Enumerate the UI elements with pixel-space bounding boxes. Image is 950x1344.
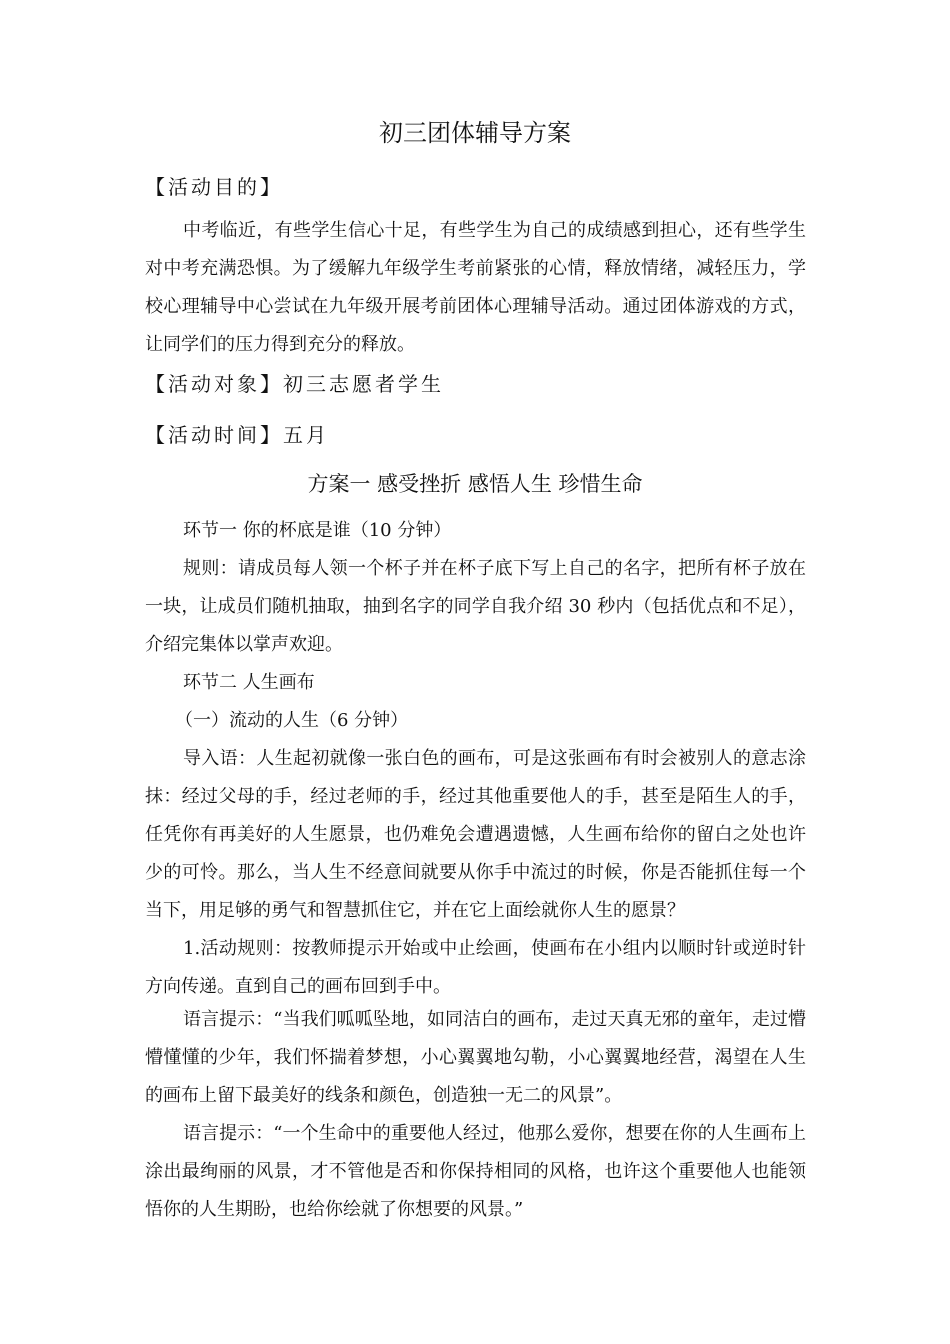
intro-paragraph: 导入语：人生起初就像一张白色的画布，可是这张画布有时会被别人的意志涂抹：经过父母的手，经过老师的手，经过其他重要他人的手，甚至是陌生人的手，任凭你有再美好的人生愿景，也仍难免会遭遇遗憾，人生画布给你的留白之处也许少的可怜。那么，当人生不经意间就要从你手中流过的时候，你是否能抓住每一个当下，用足够的勇气和智慧抓住它，并在它上面绘就你人生的愿景？	[145, 748, 806, 921]
step1-heading: 环节一 你的杯底是谁（10 分钟）	[183, 520, 452, 541]
plan-title: 方案一 感受挫折 感悟人生 珍惜生命	[307, 472, 643, 496]
step2-subheading: （一）流动的人生（6 分钟）	[175, 710, 409, 731]
prompt1-paragraph: 语言提示：“当我们呱呱坠地，如同洁白的画布，走过天真无邪的童年，走过懵懵懂懂的少年，我们怀揣着梦想，小心翼翼地勾勒，小心翼翼地经营，渴望在人生的画布上留下最美好的线条和颜色，创造独一无二的风景”。	[145, 1009, 806, 1106]
step2-heading: 环节二 人生画布	[183, 672, 315, 693]
target-line: 【活动对象】初三志愿者学生	[145, 372, 444, 396]
step1-rule-paragraph: 规则：请成员每人领一个杯子并在杯子底下写上自己的名字，把所有杯子放在一块，让成员们随机抽取，抽到名字的同学自我介绍 30 秒内（包括优点和不足），介绍完集体以掌声欢迎。	[145, 558, 806, 655]
purpose-paragraph: 中考临近，有些学生信心十足，有些学生为自己的成绩感到担心，还有些学生对中考充满恐惧。为了缓解九年级学生考前紧张的心情，释放情绪，减轻压力，学校心理辅导中心尝试在九年级开展考前团体心理辅导活动。通过团体游戏的方式，让同学们的压力得到充分的释放。	[145, 220, 806, 355]
time-line: 【活动时间】五月	[145, 423, 329, 447]
document-title: 初三团体辅导方案	[379, 119, 571, 147]
prompt2-paragraph: 语言提示：“一个生命中的重要他人经过，他那么爱你，想要在你的人生画布上涂出最绚丽的风景，才不管他是否和你保持相同的风格，也许这个重要他人也能领悟你的人生期盼，也给你绘就了你想要的风景。”	[145, 1123, 806, 1220]
purpose-heading: 【活动目的】	[145, 175, 283, 199]
activity-rule-paragraph: 1.活动规则：按教师提示开始或中止绘画，使画布在小组内以顺时针或逆时针方向传递。直到自己的画布回到手中。	[145, 938, 806, 997]
